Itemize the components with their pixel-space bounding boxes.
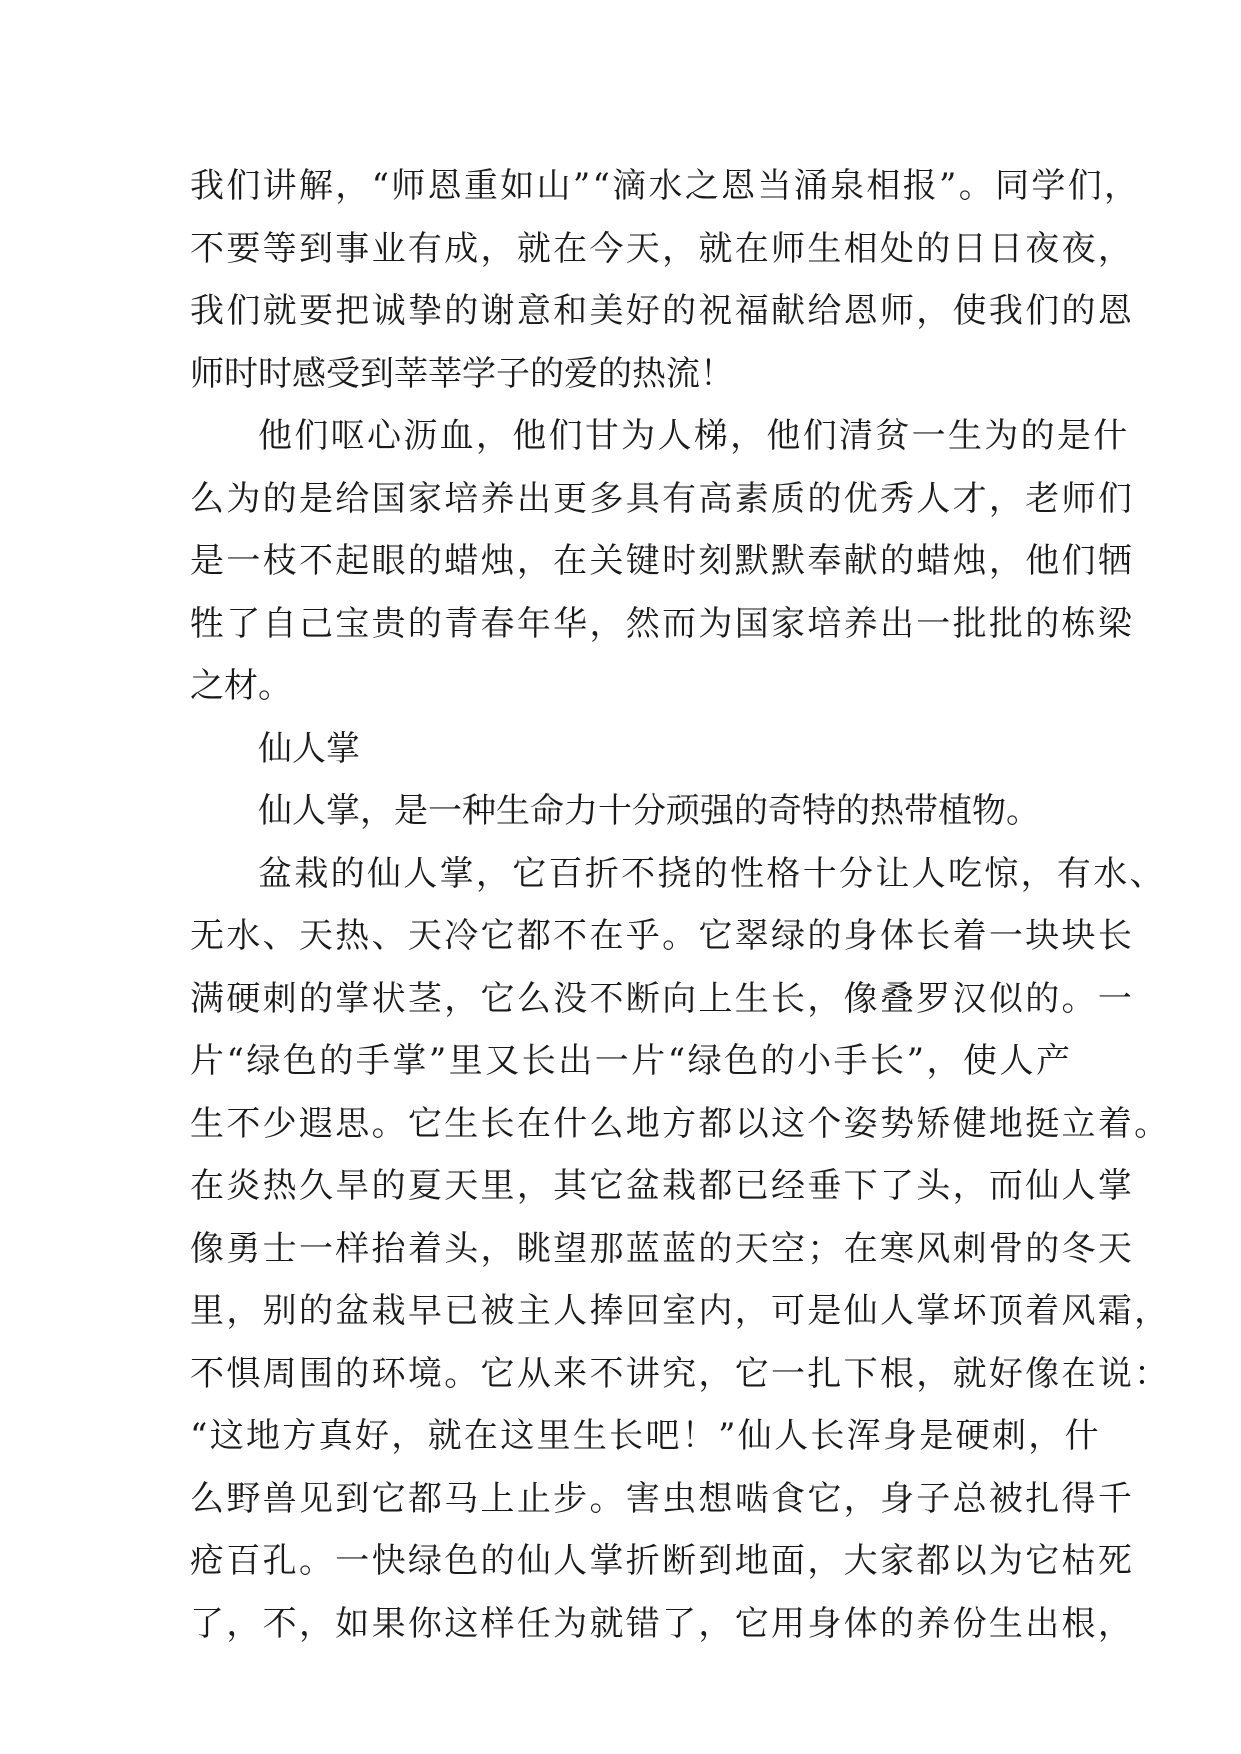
paragraph-start-line: 他 们 呕 心 沥 血 ， 他 们 甘 为 人 梯 ， 他 们 清 贫 一 生 为 的 是 什 <box>258 416 1128 456</box>
document-body <box>190 155 1169 1655</box>
text-line: 么 为 的 是 给 国 家 培 养 出 更 多 具 有 高 素 质 的 优 秀 人 才 ， 老 师 们 <box>190 478 1132 519</box>
paragraph-start-line: 仙人掌，是一种生命力十分顽强的奇特的热带植物。 <box>258 791 1040 831</box>
text-line: 疮 百 孔 。 一 快 绿 色 的 仙 人 掌 折 断 到 地 面 ， 大 家 都 以 为 它 枯 死 <box>190 1541 1132 1581</box>
text-line: 不 要 等 到 事 业 有 成 ， 就 在 今 天 ， 就 在 师 生 相 处 的 日 日 夜 夜 ， <box>190 228 1132 269</box>
text-line: 里 ， 别 的 盆 栽 早 已 被 主 人 捧 回 室 内 ， 可 是 仙 人 掌 坏 顶 着 风 霜 ， <box>190 1291 1169 1331</box>
text-line: 之材。 <box>190 666 292 706</box>
text-line: 么 野 兽 见 到 它 都 马 上 止 步 。 害 虫 想 啮 食 它 ， 身 子 总 被 扎 得 千 <box>190 1478 1132 1519</box>
text-line: 生 不 少 遐 思 。 它 生 长 在 什 么 地 方 都 以 这 个 姿 势 矫 健 地 挺 立 着 。 <box>190 1103 1169 1144</box>
text-line: 我 们 就 要 把 诚 挚 的 谢 意 和 美 好 的 祝 福 献 给 恩 师 ， 使 我 们 的 恩 <box>190 291 1132 331</box>
text-line: 在 炎 热 久 旱 的 夏 天 里 ， 其 它 盆 栽 都 已 经 垂 下 了 头 ， 而 仙 人 掌 <box>190 1166 1132 1206</box>
text-line: 像 勇 士 一 样 抬 着 头 ， 眺 望 那 蓝 蓝 的 天 空 ； 在 寒 风 刺 骨 的 冬 天 <box>190 1228 1132 1269</box>
text-line: 我 们 讲 解 ， “ 师 恩 重 如 山 ” “ 滴 水 之 恩 当 涌 泉 相 报 ” 。 同 学 们 ， <box>190 166 1138 206</box>
text-line: 是 一 枝 不 起 眼 的 蜡 烛 ， 在 关 键 时 刻 默 默 奉 献 的 蜡 烛 ， 他 们 牺 <box>190 541 1132 581</box>
section-heading: 仙人掌 <box>258 728 360 769</box>
text-line: 了 ， 不 ， 如 果 你 这 样 任 为 就 错 了 ， 它 用 身 体 的 养 份 生 出 根 ， <box>190 1603 1132 1644</box>
paragraph-start-line: 盆 栽 的 仙 人 掌 ， 它 百 折 不 挠 的 性 格 十 分 让 人 吃 惊 ， 有 水 、 <box>258 853 1164 894</box>
text-line: “ 这 地 方 真 好 ， 就 在 这 里 生 长 吧 ！ ” 仙 人 长 浑 身 是 硬 刺 ， 什 <box>190 1416 1099 1456</box>
text-line: 片 “ 绿 色 的 手 掌 ” 里 又 长 出 一 片 “ 绿 色 的 小 手 长 ” ， 使 人 产 <box>190 1041 1071 1081</box>
text-line: 师时时感受到莘莘学子的爱的热流！ <box>190 353 734 394</box>
text-line: 无 水 、 天 热 、 天 冷 它 都 不 在 乎 。 它 翠 绿 的 身 体 长 着 一 块 块 长 <box>190 916 1132 956</box>
text-line: 牲 了 自 己 宝 贵 的 青 春 年 华 ， 然 而 为 国 家 培 养 出 一 批 批 的 栋 梁 <box>190 603 1132 644</box>
text-line: 不 惧 周 围 的 环 境 。 它 从 来 不 讲 究 ， 它 一 扎 下 根 ， 就 好 像 在 说 ： <box>190 1353 1169 1394</box>
text-line: 满 硬 刺 的 掌 状 茎 ， 它 么 没 不 断 向 上 生 长 ， 像 叠 罗 汉 似 的 。 一 <box>190 978 1132 1019</box>
